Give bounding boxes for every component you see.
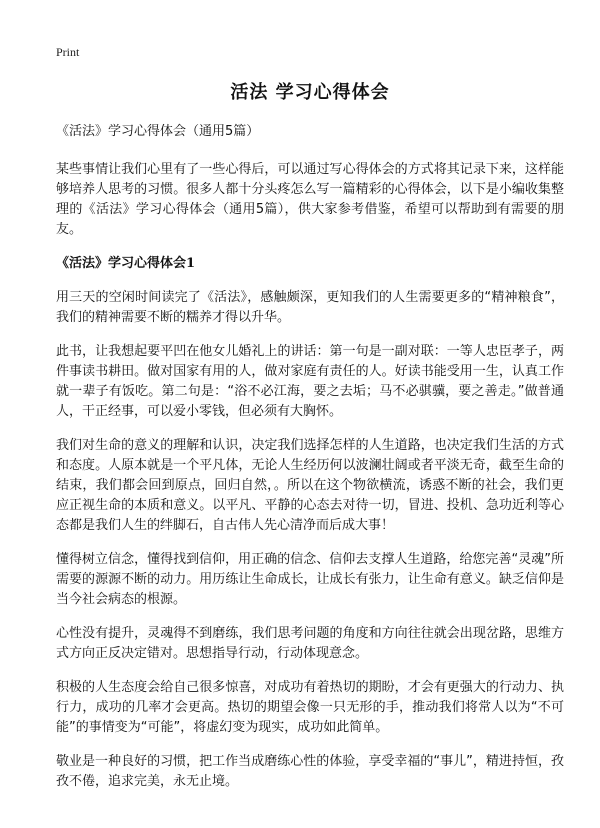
document-title: 活法 学习心得体会 xyxy=(230,82,390,103)
body-paragraph: 用三天的空闲时间读完了《活法》，感触颇深，更知我们的人生需要更多的“精神粮食”，我们的精神需要不断的糯养才得以升华。 xyxy=(56,290,564,325)
body-paragraph: 懂得树立信念，懂得找到信仰，用正确的信念、信仰去支撑人生道路，给您完善“灵魂”所需要的源源不断的动力。用历练让生命成长，让成长有张力，让生命有意义。缺乏信仰是当今社会病态的根源。 xyxy=(56,552,564,607)
body-paragraph: 此书，让我想起要平凹在他女儿婚礼上的讲话：第一句是一副对联：一等人忠臣孝子，两件事读书耕田。做对国家有用的人，做对家庭有责任的人。好读书能受用一生，认真工作就一辈子有饭吃。第二句是：“浴不必江海，要之去垢；马不必骐骥，要之善走。”做普通人，干正经事，可以爱小零钱，但必须有大胸怀。 xyxy=(56,344,564,419)
body-paragraph: 心性没有提升，灵魂得不到磨练，我们思考问题的角度和方向往往就会出现岔路，思维方式方向正反决定错对。思想指导行动，行动体现意念。 xyxy=(56,626,564,661)
print-link[interactable]: Print xyxy=(56,45,80,59)
body-paragraph: 积极的人生态度会给自己很多惊喜，对成功有着热切的期盼，才会有更强大的行动力、执行力，成功的几率才会更高。热切的期望会像一只无形的手，推动我们将常人以为“不可能”的事情变为“可能”，将虚幻变为现实，成功如此简单。 xyxy=(56,680,564,735)
body-paragraph: 我们对生命的意义的理解和认识，决定我们选择怎样的人生道路，也决定我们生活的方式和态度。人原本就是一个平凡体，无论人生经历何以波澜壮阔或者平淡无奇，截至生命的结束，我们都会回到原点，回归自然，。所以在这个物欲横流，诱惑不断的社会，我们更应正视生命的本质和意义。以平凡、平静的心态去对待一切，冒进、投机、急功近利等心态都是我们人生的绊脚石，自古伟人先心清净而后成大事！ xyxy=(56,438,564,533)
intro-paragraph: 某些事情让我们心里有了一些心得后，可以通过写心得体会的方式将其记录下来，这样能够培养人思考的习惯。很多人都十分头疼怎么写一篇精彩的心得体会，以下是小编收集整理的《活法》学习心得体会（通用5篇），供大家参考借鉴，希望可以帮助到有需要的朋友。 xyxy=(56,162,564,237)
body-paragraph: 敬业是一种良好的习惯，把工作当成磨练心性的体验，享受幸福的“事儿”，精进持恒，孜孜不倦，追求完美，永无止境。 xyxy=(56,754,564,789)
document-subtitle: 《活法》学习心得体会（通用5篇） xyxy=(56,124,260,139)
section-heading: 《活法》学习心得体会1 xyxy=(56,256,196,271)
